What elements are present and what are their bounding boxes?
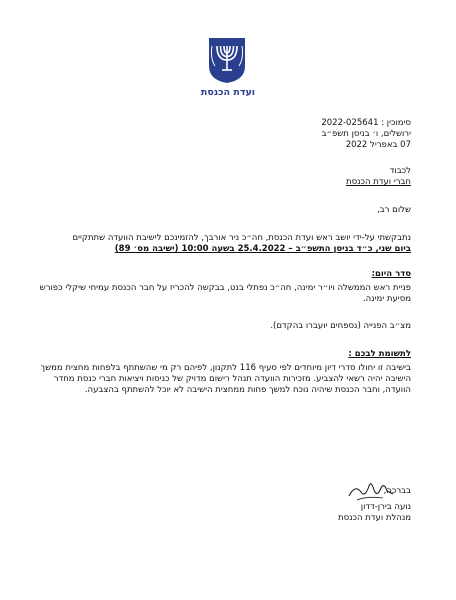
signer-title: מנהלת ועדת הכנסת: [338, 513, 411, 523]
invitation-text: נתבקשתי על-ידי יושב ראש ועדת הכנסת, חה״כ ניר אורבך, להזמינכם לישיבת הוועדה שתתקיים: [72, 233, 411, 243]
meeting-date-time: ביום שני, כ״ד בניסן התשפ״ב – 25.4.2022 בשעה 10:00 (ישיבה מס׳ 89): [114, 244, 411, 254]
agenda-heading: סדר היום:: [371, 269, 411, 279]
recipient-block: [346, 166, 411, 188]
invitation-paragraph: [33, 233, 411, 255]
attention-text: בישיבה זו יחולו סדרי דיון מיוחדים לפי סעיף 116 לתקנון, לפיהם רק מי שהשתתף בלפחות מחצית ממשך הישיבה יהיה רשאי להצביע. מזכירות הוועדה תנהל רישום מדויק של כניסות ויציאות חברי כנסת מחדר הוועדה, וחבר הכנסת שיהיה נוכח למשך פחות ממחצית הישיבה לא יוכל להשתתף בהצבעה.: [40, 363, 411, 395]
letter-meta: [321, 118, 411, 151]
attachment-note: מצ״ב הפנייה (נספחים יועברו בהקדם).: [270, 321, 411, 331]
handwritten-signature: [347, 476, 397, 504]
signature-block: [338, 502, 411, 524]
recipient-name: חברי ועדת הכנסת: [346, 177, 411, 187]
agenda-text: פניית ראש הממשלה ויו״ר ימינה, חה״כ נפתלי בנט, בבקשה להכריז על חבר הכנסת עמיחי שיקלי כפורש מסיעת ימינה.: [39, 283, 411, 304]
org-name: ועדת הכנסת: [200, 87, 256, 98]
reference-number: סימוכין : 2022-025641: [321, 118, 411, 128]
place-date-hebrew: ירושלים, ו׳ בניסן תשפ״ב: [321, 129, 411, 139]
signer-name: נועה בירן-דדון: [360, 502, 411, 512]
attention-heading: לתשומת לבכם :: [348, 349, 411, 359]
knesset-menorah-emblem-icon: [205, 36, 249, 84]
greeting: שלום רב,: [377, 205, 411, 215]
recipient-salutation: לכבוד: [389, 166, 411, 176]
date-gregorian: 07 באפריל 2022: [345, 140, 411, 150]
closing-regards: בברכה,: [383, 486, 411, 496]
